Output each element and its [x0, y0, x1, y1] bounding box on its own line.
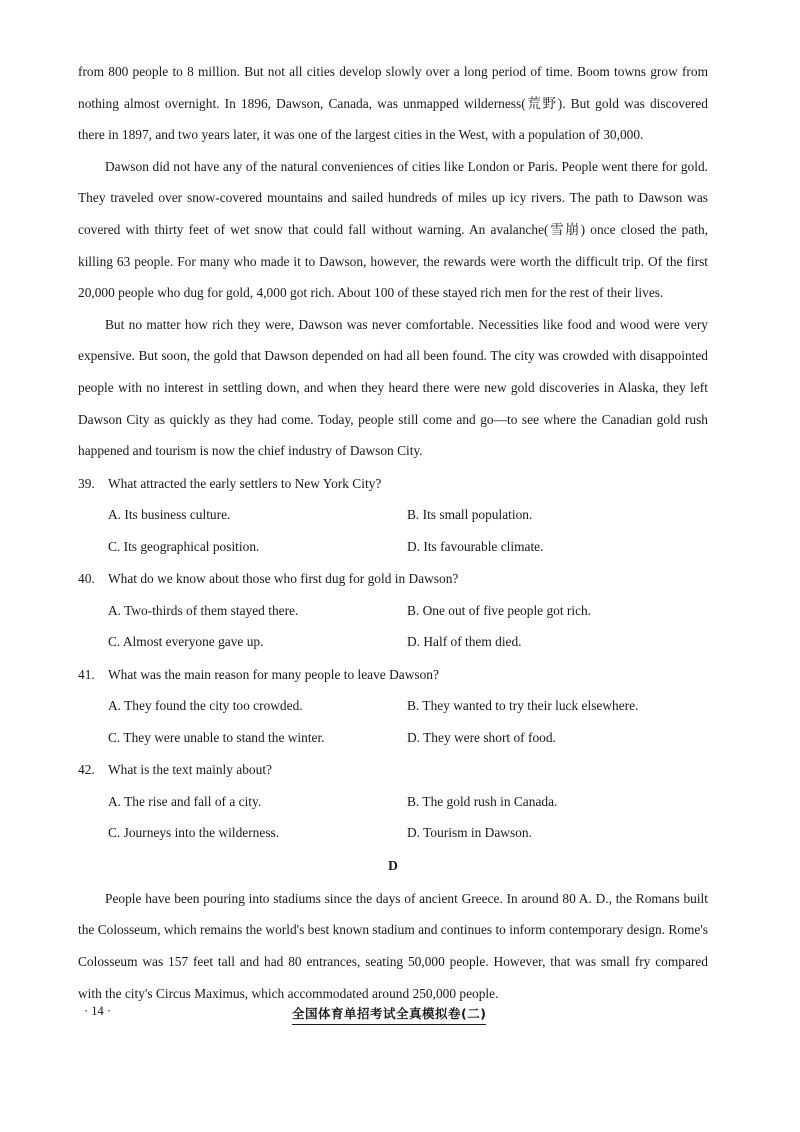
exam-page [78, 56, 708, 1009]
question-39 [78, 468, 708, 563]
question-number: 40. [78, 571, 95, 587]
question-text: What is the text mainly about? [108, 762, 272, 778]
option-a[interactable]: A. Its business culture. [108, 507, 231, 523]
option-c[interactable]: C. They were unable to stand the winter. [108, 729, 325, 745]
option-c[interactable]: C. Its geographical position. [108, 538, 260, 554]
option-grid [78, 595, 708, 658]
option-a[interactable]: A. Two-thirds of them stayed there. [108, 602, 299, 618]
option-b[interactable]: B. The gold rush in Canada. [407, 793, 558, 809]
page-footer [78, 1004, 708, 1028]
question-stem [78, 659, 708, 691]
exam-title: 全国体育单招考试全真模拟卷(二) [292, 1004, 486, 1025]
option-d[interactable]: D. Its favourable climate. [407, 538, 544, 554]
option-b[interactable]: B. One out of five people got rich. [407, 602, 592, 618]
option-grid [78, 499, 708, 562]
question-stem [78, 468, 708, 500]
passage-c-paragraph-2: Dawson did not have any of the natural conveniences of cities like London or Paris. People went there for gold. They traveled over snow-covered mountains and sailed hundreds of miles up icy rivers. The path to Dawson was covered with thirty feet of wet snow that could fall without warning. An avalanche(雪崩) once closed the path, killing 63 people. For many who made it to Dawson, however, the rewards were worth the difficult trip. Of the first 20,000 people who dug for gold, 4,000 got rich. About 100 of these stayed rich men for the rest of their lives. [78, 158, 708, 301]
option-d[interactable]: D. Half of them died. [407, 634, 522, 650]
passage-c-paragraph-3: But no matter how rich they were, Dawson was never comfortable. Necessities like food and wood were very expensive. But soon, the gold that Dawson depended on had all been found. The city was crowded with disappointed people with no interest in settling down, and when they heard there were new gold discoveries in Alaska, they left Dawson City as quickly as they had come. Today, people still come and go—to see where the Canadian gold rush happened and tourism is now the chief industry of Dawson City. [78, 316, 708, 459]
option-d[interactable]: D. They were short of food. [407, 729, 556, 745]
page-number: · 14 · [84, 1004, 112, 1018]
option-c[interactable]: C. Almost everyone gave up. [108, 634, 264, 650]
question-text: What was the main reason for many people to leave Dawson? [108, 666, 439, 682]
question-text: What do we know about those who first dug for gold in Dawson? [108, 571, 459, 587]
question-stem [78, 754, 708, 786]
question-text: What attracted the early settlers to New York City? [108, 475, 382, 491]
option-a[interactable]: A. They found the city too crowded. [108, 698, 303, 714]
option-a[interactable]: A. The rise and fall of a city. [108, 793, 262, 809]
option-d[interactable]: D. Tourism in Dawson. [407, 825, 532, 841]
question-stem [78, 563, 708, 595]
passage-c-paragraph-1: from 800 people to 8 million. But not all cities develop slowly over a long period of time. Boom towns grow from nothing almost overnight. In 1896, Dawson, Canada, was unmapped wilderness(荒野). But gold was discovered there in 1897, and two years later, it was one of the largest cities in the West, with a population of 30,000. [78, 64, 708, 143]
question-number: 41. [78, 666, 95, 682]
option-grid [78, 690, 708, 753]
passage-d-paragraph-1: People have been pouring into stadiums since the days of ancient Greece. In around 80 A. D., the Romans built the Colosseum, which remains the world's best known stadium and continues to inform contemporary design. Rome's Colosseum was 157 feet tall and had 80 entrances, seating 50,000 people. However, that was small fry compared with the city's Circus Maximus, which accommodated around 250,000 people. [78, 890, 708, 1001]
question-41 [78, 659, 708, 754]
question-40 [78, 563, 708, 658]
question-number: 42. [78, 762, 95, 778]
option-c[interactable]: C. Journeys into the wilderness. [108, 825, 280, 841]
option-b[interactable]: B. Its small population. [407, 507, 533, 523]
option-b[interactable]: B. They wanted to try their luck elsewhere. [407, 698, 639, 714]
section-heading-d: D [388, 857, 398, 873]
question-42 [78, 754, 708, 849]
option-grid [78, 786, 708, 849]
question-number: 39. [78, 475, 95, 491]
